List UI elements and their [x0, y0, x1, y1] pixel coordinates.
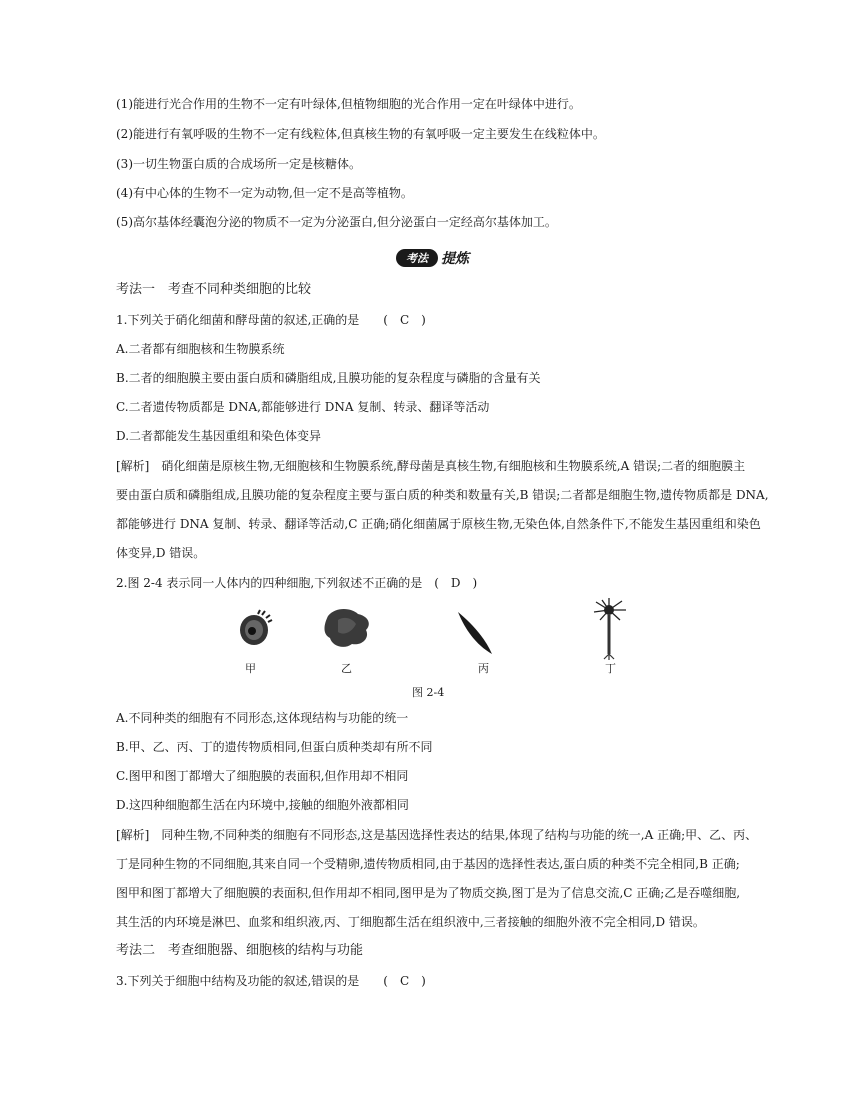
cell-ding-image: [592, 598, 628, 660]
q1-analysis-3: 都能够进行 DNA 复制、转录、翻译等活动,C 正确;硝化细菌属于原核生物,无染色体,自然条件下,不能发生基因重组和染色: [116, 517, 761, 531]
q2-analysis-1: [解析] 同种生物,不同种类的细胞有不同形态,这是基因选择性表达的结果,体现了结构与功能的统一,A 正确;甲、乙、丙、: [116, 828, 758, 842]
q2-analysis-3: 图甲和图丁都增大了细胞膜的表面积,但作用却不相同,图甲是为了物质交换,图丁是为了信息交流,C 正确;乙是吞噬细胞,: [116, 886, 741, 900]
q2-option-a: A.不同种类的细胞有不同形态,这体现结构与功能的统一: [116, 711, 409, 725]
note-2: (2)能进行有氧呼吸的生物不一定有线粒体,但真核生物的有氧呼吸一定主要发生在线粒体中。: [116, 127, 605, 141]
q2-option-c: C.图甲和图丁都增大了细胞膜的表面积,但作用却不相同: [116, 769, 409, 783]
q3-stem: 3.下列关于细胞中结构及功能的叙述,错误的是 ( C ): [116, 974, 426, 988]
q1-analysis-4: 体变异,D 错误。: [116, 546, 206, 560]
figure-label-yi: 乙: [341, 662, 352, 675]
q1-option-d: D.二者都能发生基因重组和染色体变异: [116, 429, 322, 443]
badge-pill: 考法: [396, 249, 438, 267]
q2-stem: 2.图 2-4 表示同一人体内的四种细胞,下列叙述不正确的是 ( D ): [116, 576, 478, 590]
q2-analysis-2: 丁是同种生物的不同细胞,其来自同一个受精卵,遗传物质相同,由于基因的选择性表达,蛋白质的种类不完全相同,B 正确;: [116, 857, 740, 871]
q1-option-b: B.二者的细胞膜主要由蛋白质和磷脂组成,且膜功能的复杂程度与磷脂的含量有关: [116, 371, 541, 385]
figure-label-bing: 丙: [478, 662, 489, 675]
cell-jia-image: [236, 608, 274, 648]
cell-yi-image: [322, 606, 374, 650]
figure-caption: 图 2-4: [412, 686, 445, 699]
method-badge: [396, 247, 469, 269]
q1-option-c: C.二者遗传物质都是 DNA,都能够进行 DNA 复制、转录、翻译等活动: [116, 400, 490, 414]
q2-option-d: D.这四种细胞都生活在内环境中,接触的细胞外液都相同: [116, 798, 409, 812]
q1-analysis-2: 要由蛋白质和磷脂组成,且膜功能的复杂程度主要与蛋白质的种类和数量有关,B 错误;二者都是细胞生物,遗传物质都是 DNA,: [116, 488, 769, 502]
figure-label-ding: 丁: [605, 662, 616, 675]
q2-option-b: B.甲、乙、丙、丁的遗传物质相同,但蛋白质种类却有所不同: [116, 740, 433, 754]
note-5: (5)高尔基体经囊泡分泌的物质不一定为分泌蛋白,但分泌蛋白一定经高尔基体加工。: [116, 215, 557, 229]
figure-label-jia: 甲: [245, 662, 256, 675]
q1-stem: 1.下列关于硝化细菌和酵母菌的叙述,正确的是 ( C ): [116, 313, 426, 327]
note-1: (1)能进行光合作用的生物不一定有叶绿体,但植物细胞的光合作用一定在叶绿体中进行。: [116, 97, 581, 111]
note-4: (4)有中心体的生物不一定为动物,但一定不是高等植物。: [116, 186, 413, 200]
q1-analysis-1: [解析] 硝化细菌是原核生物,无细胞核和生物膜系统,酵母菌是真核生物,有细胞核和生物膜系统,A 错误;二者的细胞膜主: [116, 459, 746, 473]
q1-option-a: A.二者都有细胞核和生物膜系统: [116, 342, 285, 356]
section-1-title: 考法一 考查不同种类细胞的比较: [116, 282, 312, 297]
section-2-title: 考法二 考查细胞器、细胞核的结构与功能: [116, 943, 364, 958]
cell-bing-image: [456, 610, 494, 656]
q2-analysis-4: 其生活的内环境是淋巴、血浆和组织液,丙、丁细胞都生活在组织液中,三者接触的细胞外液不完全相同,D 错误。: [116, 915, 705, 929]
badge-text: 提炼: [441, 251, 469, 267]
note-3: (3)一切生物蛋白质的合成场所一定是核糖体。: [116, 157, 361, 171]
